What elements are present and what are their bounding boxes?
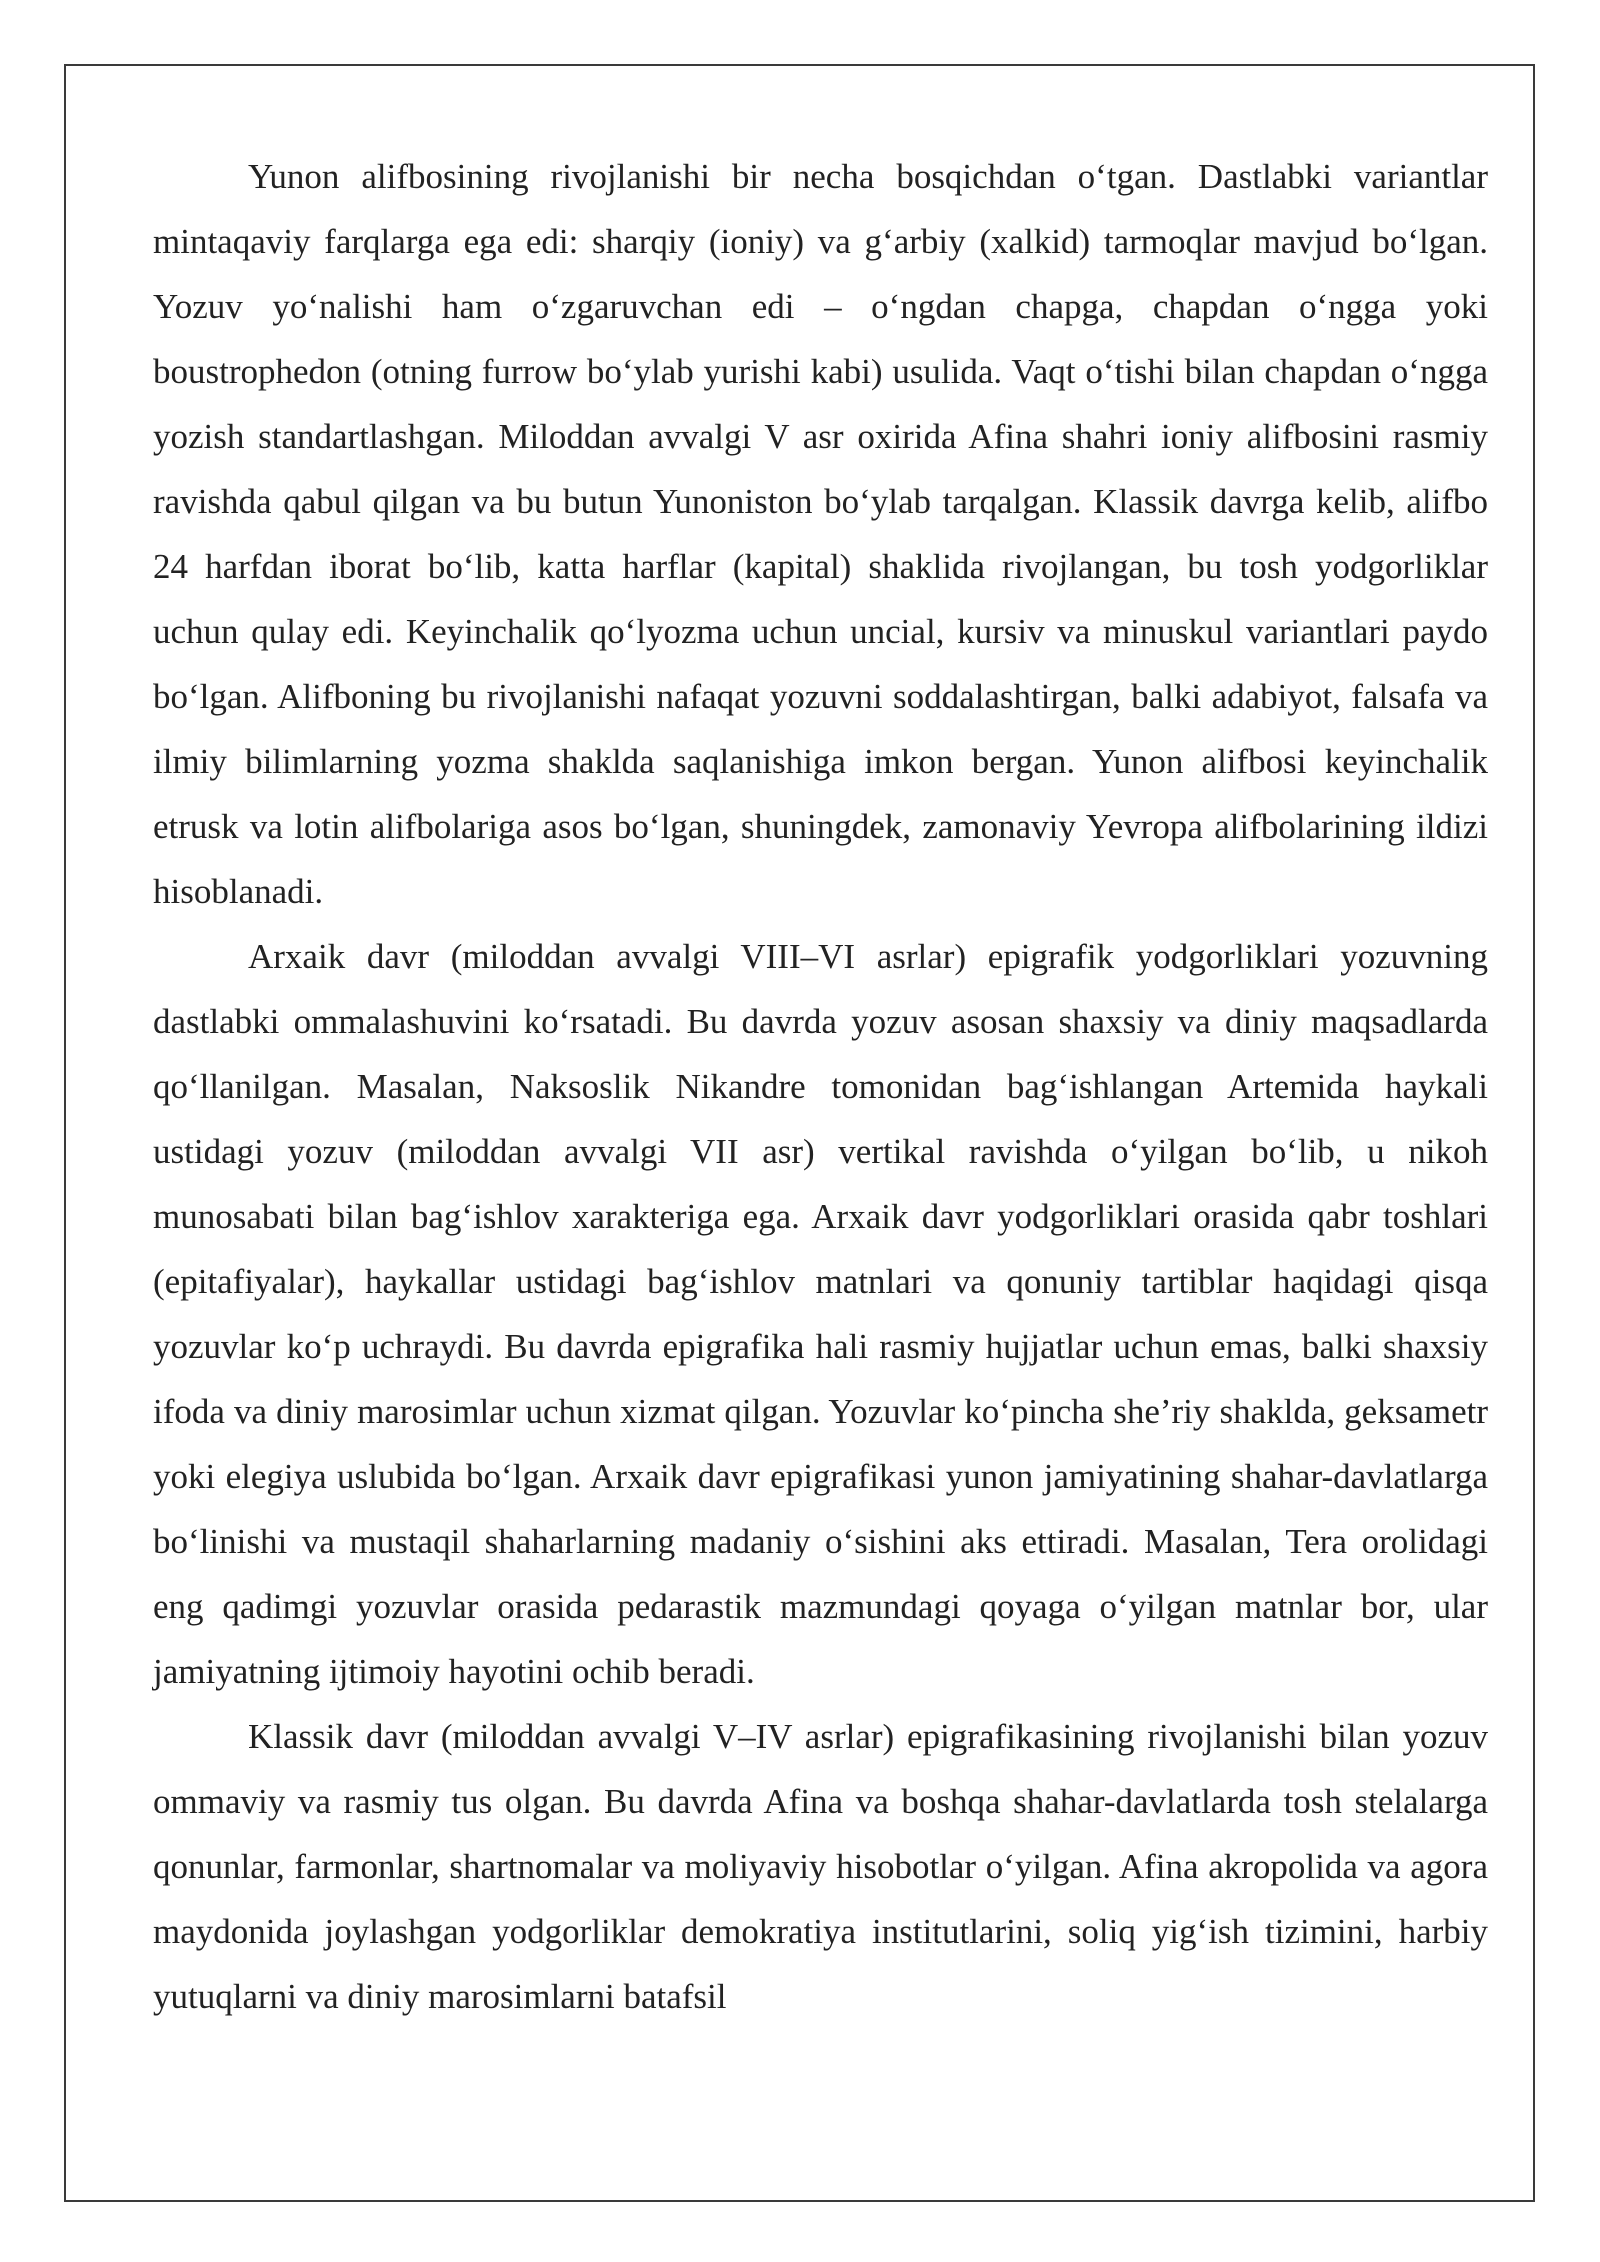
document-body xyxy=(153,144,1488,2029)
paragraph-archaic-period: Arxaik davr (miloddan avvalgi VIII–VI asrlar) epigrafik yodgorliklari yozuvning dastlabki ommalashuvini ko‘rsatadi. Bu davrda yozuv asosan shaxsiy va diniy maqsadlarda qo‘llanilgan. Masalan, Naksoslik Nikandre tomonidan bag‘ishlangan Artemida haykali ustidagi yozuv (miloddan avvalgi VII asr) vertikal ravishda o‘yilgan bo‘lib, u nikoh munosabati bilan bag‘ishlov xarakteriga ega. Arxaik davr yodgorliklari orasida qabr toshlari (epitafiyalar), haykallar ustidagi bag‘ishlov matnlari va qonuniy tartiblar haqidagi qisqa yozuvlar ko‘p uchraydi. Bu davrda epigrafika hali rasmiy hujjatlar uchun emas, balki shaxsiy ifoda va diniy marosimlar uchun xizmat qilgan. Yozuvlar ko‘pincha she’riy shaklda, geksametr yoki elegiya uslubida bo‘lgan. Arxaik davr epigrafikasi yunon jamiyatining shahar-davlatlarga bo‘linishi va mustaqil shaharlarning madaniy o‘sishini aks ettiradi. Masalan, Tera orolidagi eng qadimgi yozuvlar orasida pedarastik mazmundagi qoyaga o‘yilgan matnlar bor, ular jamiyatning ijtimoiy hayotini ochib beradi. xyxy=(153,937,1488,1691)
paragraph-classical-period: Klassik davr (miloddan avvalgi V–IV asrlar) epigrafikasining rivojlanishi bilan yozuv ommaviy va rasmiy tus olgan. Bu davrda Afina va boshqa shahar-davlatlarda tosh stelalarga qonunlar, farmonlar, shartnomalar va moliyaviy hisobotlar o‘yilgan. Afina akropolida va agora maydonida joylashgan yodgorliklar demokratiya institutlarini, soliq yig‘ish tizimini, harbiy yutuqlarni va diniy marosimlarni batafsil xyxy=(153,1717,1488,2016)
paragraph-alphabet-development: Yunon alifbosining rivojlanishi bir necha bosqichdan o‘tgan. Dastlabki variantlar mintaqaviy farqlarga ega edi: sharqiy (ioniy) va g‘arbiy (xalkid) tarmoqlar mavjud bo‘lgan. Yozuv yo‘nalishi ham o‘zgaruvchan edi – o‘ngdan chapga, chapdan o‘ngga yoki boustrophedon (otning furrow bo‘ylab yurishi kabi) usulida. Vaqt o‘tishi bilan chapdan o‘ngga yozish standartlashgan. Miloddan avvalgi V asr oxirida Afina shahri ioniy alifbosini rasmiy ravishda qabul qilgan va bu butun Yunoniston bo‘ylab tarqalgan. Klassik davrga kelib, alifbo 24 harfdan iborat bo‘lib, katta harflar (kapital) shaklida rivojlangan, bu tosh yodgorliklar uchun qulay edi. Keyinchalik qo‘lyozma uchun uncial, kursiv va minuskul variantlari paydo bo‘lgan. Alifboning bu rivojlanishi nafaqat yozuvni soddalashtirgan, balki adabiyot, falsafa va ilmiy bilimlarning yozma shaklda saqlanishiga imkon bergan. Yunon alifbosi keyinchalik etrusk va lotin alifbolariga asos bo‘lgan, shuningdek, zamonaviy Yevropa alifbolarining ildizi hisoblanadi. xyxy=(153,157,1488,911)
